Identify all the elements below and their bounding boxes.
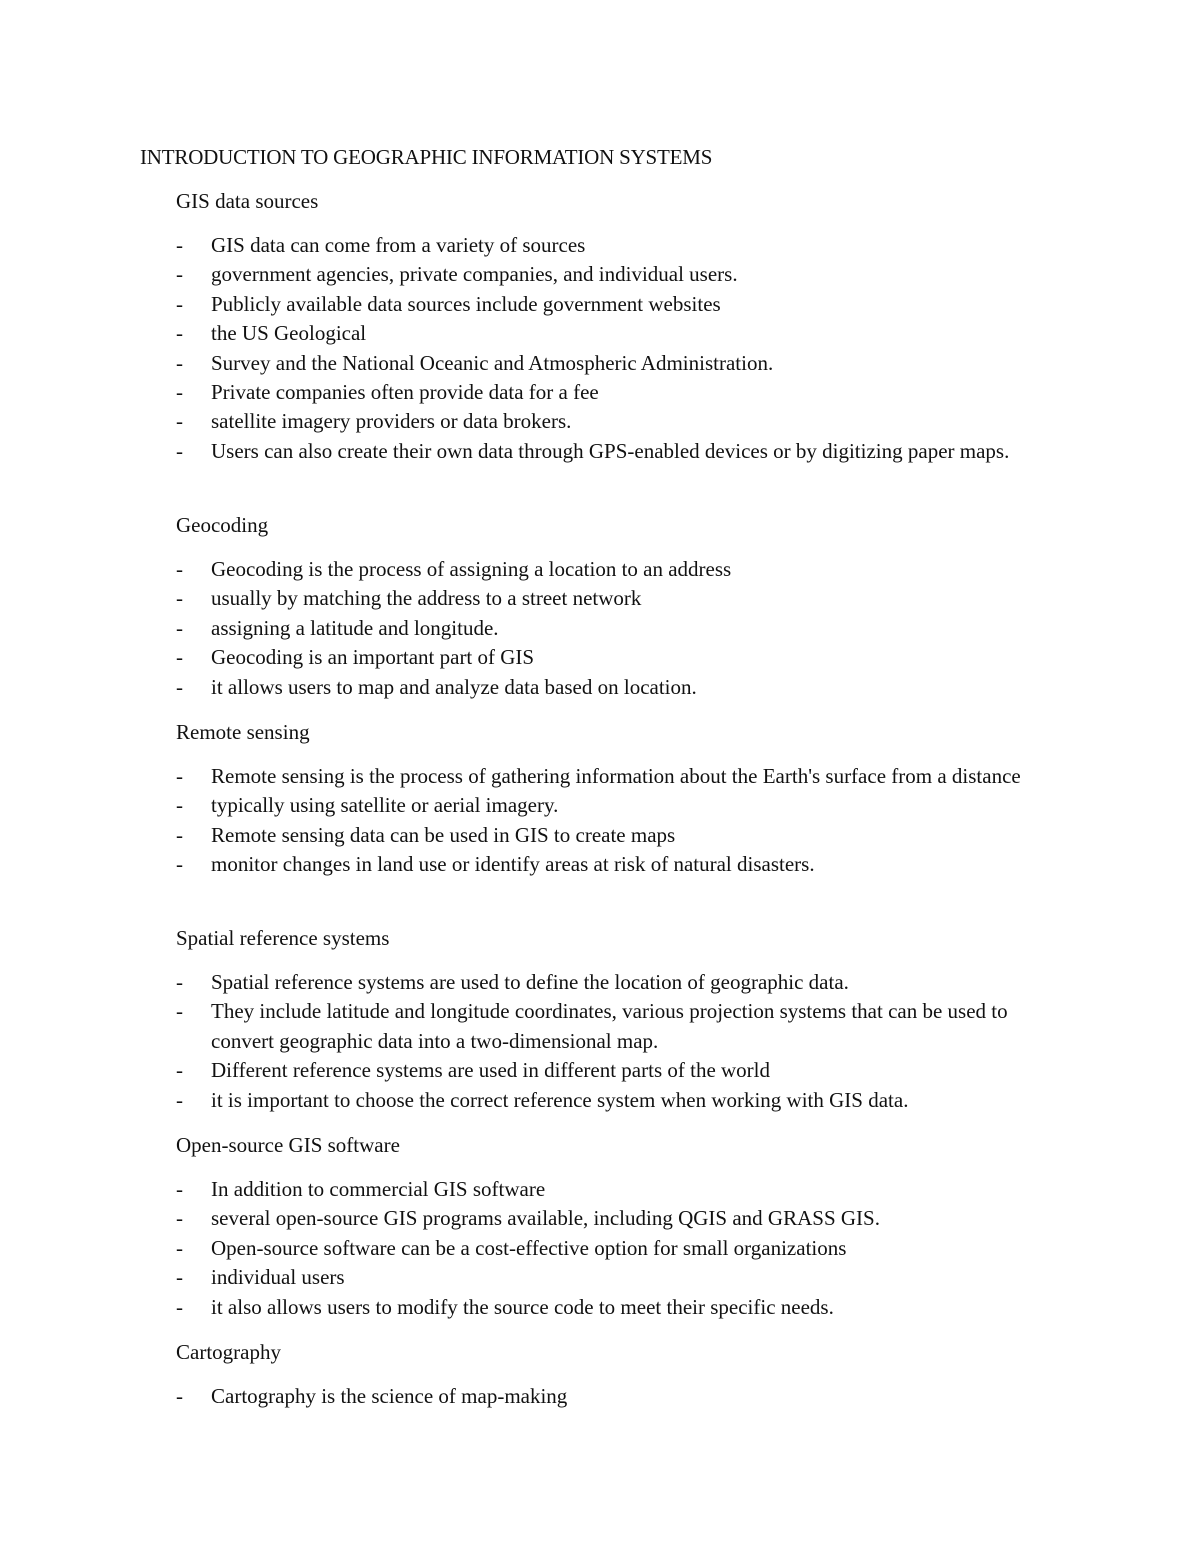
section-open-source-gis-software [176, 1131, 1056, 1322]
section-gis-data-sources [176, 187, 1056, 466]
section-heading: Geocoding [176, 513, 269, 537]
list-item [176, 762, 1056, 791]
list-item-text: it allows users to map and analyze data based on location. [211, 674, 697, 699]
list-item [176, 1086, 1056, 1115]
list-item [176, 614, 1056, 643]
list-item [176, 1204, 1056, 1233]
dash-marker: - [176, 380, 183, 405]
bullet-list [176, 762, 1056, 880]
list-item [176, 231, 1056, 260]
list-item-text: They include latitude and longitude coordinates, various projection systems that can be used to convert geographic data into a two-dimensional map. [211, 999, 1008, 1053]
dash-marker: - [176, 438, 183, 463]
list-item [176, 1293, 1056, 1322]
dash-marker: - [176, 557, 183, 581]
list-item-text: satellite imagery providers or data brokers. [211, 409, 572, 434]
list-item [176, 791, 1056, 820]
list-item-text: Publicly available data sources include government websites [211, 291, 721, 316]
list-item-text: Remote sensing data can be used in GIS to create maps [211, 822, 676, 847]
dash-marker: - [176, 1206, 183, 1231]
dash-marker: - [176, 262, 183, 287]
list-item [176, 290, 1056, 319]
dash-marker: - [176, 674, 183, 699]
list-item [176, 1175, 1056, 1204]
dash-marker: - [176, 409, 183, 434]
list-item-text: Different reference systems are used in different parts of the world [211, 1058, 771, 1083]
list-item [176, 407, 1056, 436]
list-item [176, 1263, 1056, 1292]
bullet-list [176, 1175, 1056, 1322]
dash-marker: - [176, 822, 183, 847]
list-item [176, 821, 1056, 850]
section-heading: Open-source GIS software [176, 1133, 400, 1157]
list-item [176, 260, 1056, 289]
dash-marker: - [176, 1235, 183, 1260]
list-item [176, 319, 1056, 348]
dash-marker: - [176, 1294, 183, 1319]
list-item-text: Geocoding is the process of assigning a location to an address [211, 557, 732, 581]
bullet-list [176, 231, 1056, 466]
section-remote-sensing [176, 718, 1056, 880]
dash-marker: - [176, 1265, 183, 1290]
list-item-text: Remote sensing is the process of gathering information about the Earth's surface from a distance [211, 764, 1021, 788]
list-item-text: assigning a latitude and longitude. [211, 615, 499, 640]
list-item [176, 378, 1056, 407]
dash-marker: - [176, 615, 183, 640]
list-item-text: it also allows users to modify the source code to meet their specific needs. [211, 1294, 834, 1319]
dash-marker: - [176, 970, 183, 994]
list-item [176, 584, 1056, 613]
list-item-text: Private companies often provide data for a fee [211, 380, 599, 405]
list-item-text: In addition to commercial GIS software [211, 1177, 546, 1201]
dash-marker: - [176, 852, 183, 877]
list-item [176, 1382, 1056, 1411]
dash-marker: - [176, 1087, 183, 1112]
list-item [176, 968, 1056, 997]
list-item [176, 673, 1056, 702]
bullet-list [176, 1382, 1056, 1411]
list-item-text: it is important to choose the correct reference system when working with GIS data. [211, 1087, 909, 1112]
dash-marker: - [176, 764, 183, 788]
list-item-text: Geocoding is an important part of GIS [211, 645, 535, 670]
list-item-text: Users can also create their own data through GPS-enabled devices or by digitizing paper maps. [211, 438, 1010, 463]
section-heading: Spatial reference systems [176, 926, 390, 950]
list-item-text: usually by matching the address to a street network [211, 586, 642, 611]
bullet-list [176, 968, 1056, 1115]
dash-marker: - [176, 291, 183, 316]
list-item-text: Open-source software can be a cost-effective option for small organizations [211, 1235, 847, 1260]
bullet-list [176, 555, 1056, 702]
section-heading: Remote sensing [176, 720, 310, 744]
list-item-text: GIS data can come from a variety of sources [211, 233, 586, 257]
list-item-text: typically using satellite or aerial imagery. [211, 793, 559, 818]
list-item [176, 437, 1056, 466]
dash-marker: - [176, 1177, 183, 1201]
list-item [176, 850, 1056, 879]
dash-marker: - [176, 350, 183, 375]
list-item [176, 555, 1056, 584]
list-item-text: Survey and the National Oceanic and Atmospheric Administration. [211, 350, 774, 375]
list-item-text: the US Geological [211, 321, 367, 346]
dash-marker: - [176, 999, 183, 1024]
list-item-text: Cartography is the science of map-making [211, 1384, 568, 1408]
section-geocoding [176, 511, 1056, 702]
list-item [176, 1234, 1056, 1263]
section-spatial-reference-systems [176, 924, 1056, 1115]
dash-marker: - [176, 586, 183, 611]
list-item-text: government agencies, private companies, and individual users. [211, 262, 738, 287]
section-heading: Cartography [176, 1340, 281, 1364]
list-item [176, 997, 1056, 1056]
dash-marker: - [176, 645, 183, 670]
dash-marker: - [176, 233, 183, 257]
list-item-text: monitor changes in land use or identify areas at risk of natural disasters. [211, 852, 815, 877]
dash-marker: - [176, 1384, 183, 1408]
dash-marker: - [176, 793, 183, 818]
list-item [176, 643, 1056, 672]
document-title: INTRODUCTION TO GEOGRAPHIC INFORMATION SYSTEMS [140, 145, 713, 169]
list-item-text: Spatial reference systems are used to define the location of geographic data. [211, 970, 849, 994]
dash-marker: - [176, 1058, 183, 1083]
section-heading: GIS data sources [176, 189, 319, 213]
list-item-text: individual users [211, 1265, 345, 1290]
list-item [176, 1056, 1056, 1085]
list-item-text: several open-source GIS programs available, including QGIS and GRASS GIS. [211, 1206, 880, 1231]
section-cartography [176, 1338, 1056, 1411]
dash-marker: - [176, 321, 183, 346]
list-item [176, 349, 1056, 378]
